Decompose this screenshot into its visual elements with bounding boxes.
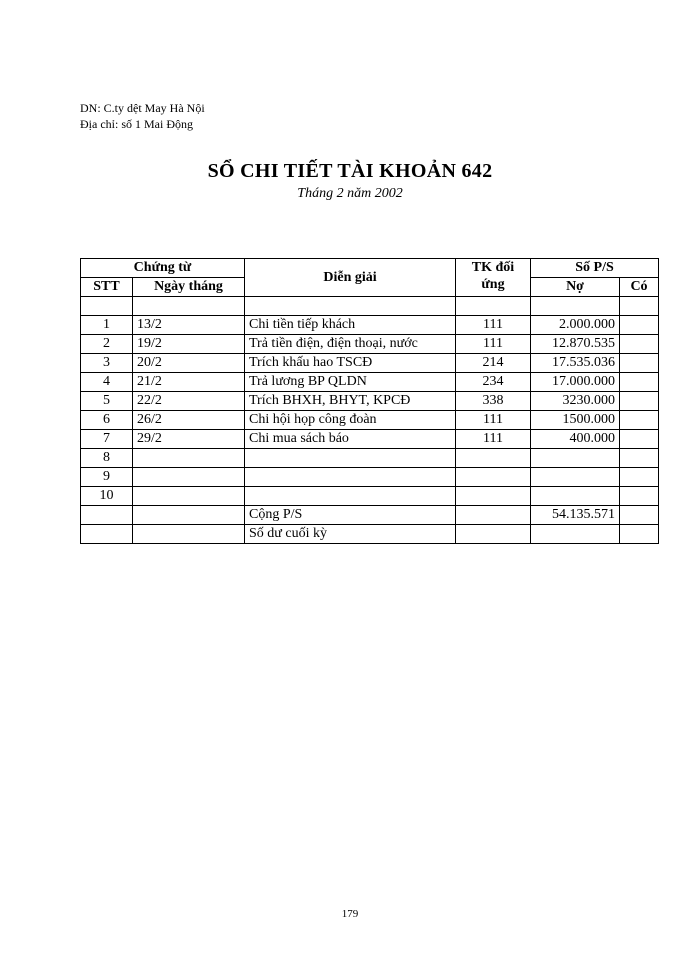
cell-tk-doi-ung: 234 bbox=[456, 373, 531, 392]
cell-no bbox=[531, 297, 620, 316]
cell-dien-giai bbox=[245, 468, 456, 487]
cell-tk-doi-ung bbox=[456, 297, 531, 316]
cell-dien-giai: Trả tiền điện, điện thoại, nước bbox=[245, 335, 456, 354]
table-row bbox=[81, 487, 659, 506]
cell-no bbox=[531, 449, 620, 468]
cell-tk-doi-ung bbox=[456, 487, 531, 506]
header-ngay-thang: Ngày tháng bbox=[133, 278, 245, 297]
cell-no bbox=[531, 468, 620, 487]
cell-dien-giai: Trích BHXH, BHYT, KPCĐ bbox=[245, 392, 456, 411]
cell-dien-giai: Trả lương BP QLDN bbox=[245, 373, 456, 392]
table-row bbox=[81, 316, 659, 335]
cell-no: 400.000 bbox=[531, 430, 620, 449]
cell-empty bbox=[81, 506, 133, 525]
cell-empty bbox=[133, 506, 245, 525]
cell-dien-giai: Chi tiền tiếp khách bbox=[245, 316, 456, 335]
cell-ngay-thang bbox=[133, 449, 245, 468]
cell-stt: 1 bbox=[81, 316, 133, 335]
cell-ngay-thang bbox=[133, 468, 245, 487]
header-chung-tu: Chứng từ bbox=[81, 259, 245, 278]
header-co: Có bbox=[620, 278, 659, 297]
cell-dien-giai bbox=[245, 487, 456, 506]
cell-tk-doi-ung: 111 bbox=[456, 411, 531, 430]
cell-stt bbox=[81, 297, 133, 316]
cell-dien-giai: Trích khấu hao TSCĐ bbox=[245, 354, 456, 373]
company-name: DN: C.ty dệt May Hà Nội bbox=[80, 101, 205, 115]
cell-dien-giai: Chi mua sách báo bbox=[245, 430, 456, 449]
cell-stt: 4 bbox=[81, 373, 133, 392]
table-row bbox=[81, 373, 659, 392]
cell-co bbox=[620, 430, 659, 449]
cell-dien-giai: Chi hội họp công đoàn bbox=[245, 411, 456, 430]
table-row bbox=[81, 335, 659, 354]
cell-tk-doi-ung: 214 bbox=[456, 354, 531, 373]
cell-co bbox=[620, 373, 659, 392]
cell-co bbox=[620, 411, 659, 430]
cell-ngay-thang bbox=[133, 487, 245, 506]
cell-stt: 10 bbox=[81, 487, 133, 506]
cell-empty bbox=[531, 525, 620, 544]
cell-co bbox=[620, 335, 659, 354]
table-row bbox=[81, 411, 659, 430]
cell-stt: 7 bbox=[81, 430, 133, 449]
header-dien-giai: Diễn giải bbox=[245, 259, 456, 297]
closing-label: Số dư cuối kỳ bbox=[245, 525, 456, 544]
page-subtitle: Tháng 2 năm 2002 bbox=[297, 186, 403, 201]
total-label: Cộng P/S bbox=[245, 506, 456, 525]
cell-co bbox=[620, 468, 659, 487]
header-no: Nợ bbox=[531, 278, 620, 297]
cell-ngay-thang: 19/2 bbox=[133, 335, 245, 354]
cell-ngay-thang: 21/2 bbox=[133, 373, 245, 392]
cell-tk-doi-ung: 111 bbox=[456, 316, 531, 335]
table-row bbox=[81, 297, 659, 316]
header-stt: STT bbox=[81, 278, 133, 297]
cell-tk-doi-ung: 111 bbox=[456, 430, 531, 449]
cell-no bbox=[531, 487, 620, 506]
cell-tk-doi-ung: 338 bbox=[456, 392, 531, 411]
cell-co bbox=[620, 316, 659, 335]
cell-no: 12.870.535 bbox=[531, 335, 620, 354]
cell-stt: 8 bbox=[81, 449, 133, 468]
cell-dien-giai bbox=[245, 449, 456, 468]
cell-empty bbox=[620, 525, 659, 544]
cell-ngay-thang bbox=[133, 297, 245, 316]
cell-ngay-thang: 13/2 bbox=[133, 316, 245, 335]
company-address: Địa chỉ: số 1 Mai Động bbox=[80, 117, 193, 131]
closing-row bbox=[81, 525, 659, 544]
cell-co bbox=[620, 392, 659, 411]
table-row bbox=[81, 468, 659, 487]
cell-stt: 3 bbox=[81, 354, 133, 373]
table-row bbox=[81, 430, 659, 449]
cell-empty bbox=[133, 525, 245, 544]
cell-ngay-thang: 22/2 bbox=[133, 392, 245, 411]
cell-co bbox=[620, 449, 659, 468]
header-tk-doi-ung: TK đối ứng bbox=[456, 259, 531, 297]
cell-no: 1500.000 bbox=[531, 411, 620, 430]
header-so-ps: Số P/S bbox=[531, 259, 659, 278]
table-row bbox=[81, 392, 659, 411]
page-title: SỔ CHI TIẾT TÀI KHOẢN 642 bbox=[207, 160, 493, 182]
cell-tk-doi-ung bbox=[456, 449, 531, 468]
cell-dien-giai bbox=[245, 297, 456, 316]
table-row bbox=[81, 449, 659, 468]
ledger-table bbox=[80, 258, 659, 544]
page-number: 179 bbox=[341, 908, 359, 920]
cell-no: 17.535.036 bbox=[531, 354, 620, 373]
cell-ngay-thang: 26/2 bbox=[133, 411, 245, 430]
cell-empty bbox=[456, 525, 531, 544]
table-row bbox=[81, 354, 659, 373]
document-header bbox=[80, 100, 205, 132]
cell-empty bbox=[620, 506, 659, 525]
total-no: 54.135.571 bbox=[531, 506, 620, 525]
cell-co bbox=[620, 297, 659, 316]
cell-stt: 6 bbox=[81, 411, 133, 430]
cell-ngay-thang: 29/2 bbox=[133, 430, 245, 449]
cell-stt: 2 bbox=[81, 335, 133, 354]
cell-tk-doi-ung: 111 bbox=[456, 335, 531, 354]
cell-ngay-thang: 20/2 bbox=[133, 354, 245, 373]
cell-empty bbox=[81, 525, 133, 544]
cell-co bbox=[620, 354, 659, 373]
cell-empty bbox=[456, 506, 531, 525]
cell-tk-doi-ung bbox=[456, 468, 531, 487]
cell-stt: 5 bbox=[81, 392, 133, 411]
cell-no: 17.000.000 bbox=[531, 373, 620, 392]
total-row bbox=[81, 506, 659, 525]
cell-no: 2.000.000 bbox=[531, 316, 620, 335]
cell-stt: 9 bbox=[81, 468, 133, 487]
cell-no: 3230.000 bbox=[531, 392, 620, 411]
cell-co bbox=[620, 487, 659, 506]
ledger-body bbox=[81, 297, 659, 506]
